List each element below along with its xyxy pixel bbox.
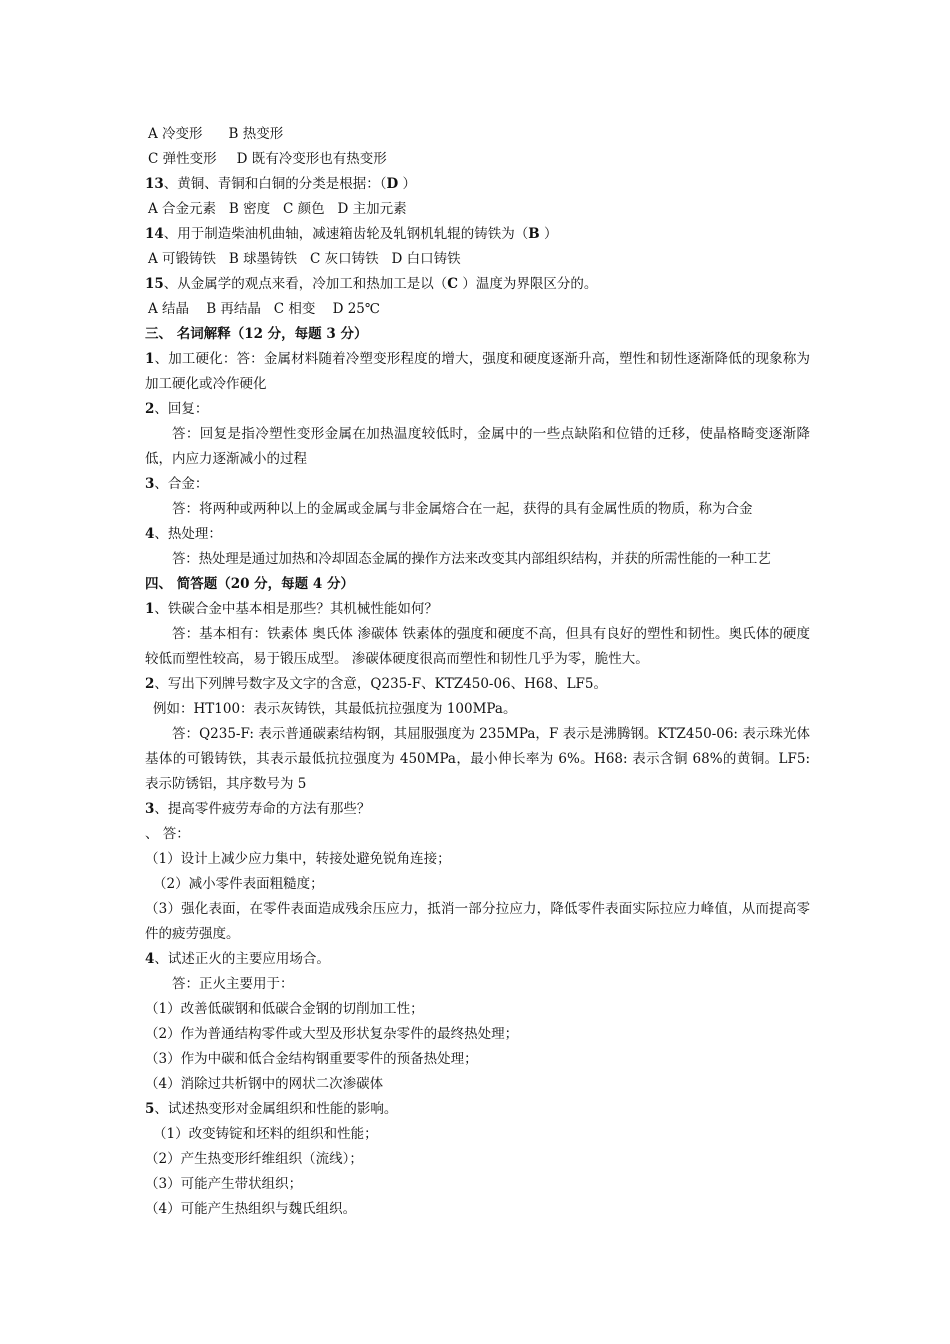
q12-options-line-2	[145, 147, 810, 172]
short-q1-title: 1、铁碳合金中基本相是那些？其机械性能如何？	[145, 601, 438, 617]
term-3-answer: 答：将两种或两种以上的金属或金属与非金属熔合在一起，获得的具有金属性质的物质，称为合金	[172, 501, 753, 517]
short-q3-point-1: （1）设计上减少应力集中，转接处避免锐角连接；	[145, 851, 451, 867]
short-q5-title: 5、试述热变形对金属组织和性能的影响。	[145, 1101, 398, 1117]
section-3-title: 三、 名词解释（12 分，每题 3 分）	[145, 326, 368, 342]
question-13-options: A 合金元素 B 密度 C 颜色 D 主加元素	[148, 201, 407, 217]
option-c: C 弹性变形	[148, 151, 217, 167]
q12-options-line-1	[145, 122, 810, 147]
option-b: B 热变形	[228, 126, 284, 142]
short-q4-answer-label: 答：正火主要用于：	[172, 976, 294, 992]
term-4-answer: 答：热处理是通过加热和冷却固态金属的操作方法来改变其内部组织结构，并获的所需性能的一种工艺	[172, 551, 771, 567]
question-15-options: A 结晶 B 再结晶 C 相变 D 25℃	[148, 301, 380, 317]
short-q5-point-3: （3）可能产生带状组织；	[145, 1176, 303, 1192]
question-14: 14、用于制造柴油机曲轴，减速箱齿轮及轧钢机轧辊的铸铁为（B ）	[145, 226, 558, 242]
short-q4-point-3: （3）作为中碳和低合金结构钢重要零件的预备热处理；	[145, 1051, 478, 1067]
term-3-title: 3、合金：	[145, 476, 209, 492]
option-a: A 冷变形	[148, 126, 203, 142]
option-d: D 既有冷变形也有热变形	[236, 151, 387, 167]
answer-13: D	[386, 176, 399, 192]
short-q4-point-1: （1）改善低碳钢和低碳合金钢的切削加工性；	[145, 1001, 424, 1017]
short-q5-point-2: （2）产生热变形纤维组织（流线）；	[145, 1151, 363, 1167]
short-q3-point-3: （3）强化表面，在零件表面造成残余压应力，抵消一部分拉应力，降低零件表面实际拉应力峰值，从而提高零件的疲劳强度。	[145, 901, 810, 942]
short-q2-answer: 答：Q235-F: 表示普通碳素结构钢，其屈服强度为 235MPa，F 表示是沸腾钢。KTZ450-06: 表示珠光体基体的可锻铸铁，其表示最低抗拉强度为 450MPa，最小伸长率为 6%。H68: 表示含铜 68%的黄铜。LF5: 表示防锈铝，其序数号为 5	[145, 726, 810, 792]
short-q3-point-2: （2）减小零件表面粗糙度；	[153, 876, 324, 892]
short-q3-answer-label: 、 答：	[145, 826, 190, 842]
short-q4-title: 4、试述正火的主要应用场合。	[145, 951, 330, 967]
short-q4-point-2: （2）作为普通结构零件或大型及形状复杂零件的最终热处理；	[145, 1026, 519, 1042]
short-q2-title: 2、写出下列牌号数字及文字的含意，Q235-F、KTZ450-06、H68、LF5。	[145, 676, 608, 692]
question-15: 15、从金属学的观点来看，冷加工和热加工是以（C ）温度为界限区分的。	[145, 276, 598, 292]
term-1: 1、加工硬化：答：金属材料随着冷塑变形程度的增大，强度和硬度逐渐升高，塑性和韧性逐渐降低的现象称为加工硬化或冷作硬化	[145, 351, 810, 392]
short-q5-point-4: （4）可能产生热组织与魏氏组织。	[145, 1201, 357, 1217]
question-13: 13、黄铜、青铜和白铜的分类是根据：（D ）	[145, 176, 417, 192]
answer-15: C	[447, 276, 459, 292]
term-2-answer: 答：回复是指冷塑性变形金属在加热温度较低时，金属中的一些点缺陷和位错的迁移，使晶格畸变逐渐降低，内应力逐渐减小的过程	[145, 426, 810, 467]
short-q1-answer: 答：基本相有：铁素体 奥氏体 渗碳体 铁素体的强度和硬度不高，但具有良好的塑性和韧性。奥氏体的硬度较低而塑性较高，易于锻压成型。 渗碳体硬度很高而塑性和韧性几乎为零，脆性大。	[145, 626, 810, 667]
document-body	[145, 122, 810, 1222]
short-q2-example: 例如：HT100：表示灰铸铁，其最低抗拉强度为 100MPa。	[153, 701, 517, 717]
term-2-title: 2、回复：	[145, 401, 209, 417]
short-q3-title: 3、提高零件疲劳寿命的方法有那些？	[145, 801, 371, 817]
short-q4-point-4: （4）消除过共析钢中的网状二次渗碳体	[145, 1076, 384, 1092]
term-4-title: 4、热处理：	[145, 526, 222, 542]
question-14-options: A 可锻铸铁 B 球墨铸铁 C 灰口铸铁 D 白口铸铁	[148, 251, 461, 267]
short-q5-point-1: （1）改变铸锭和坯料的组织和性能；	[153, 1126, 378, 1142]
answer-14: B	[528, 226, 540, 242]
section-4-title: 四、 简答题（20 分，每题 4 分）	[145, 576, 354, 592]
